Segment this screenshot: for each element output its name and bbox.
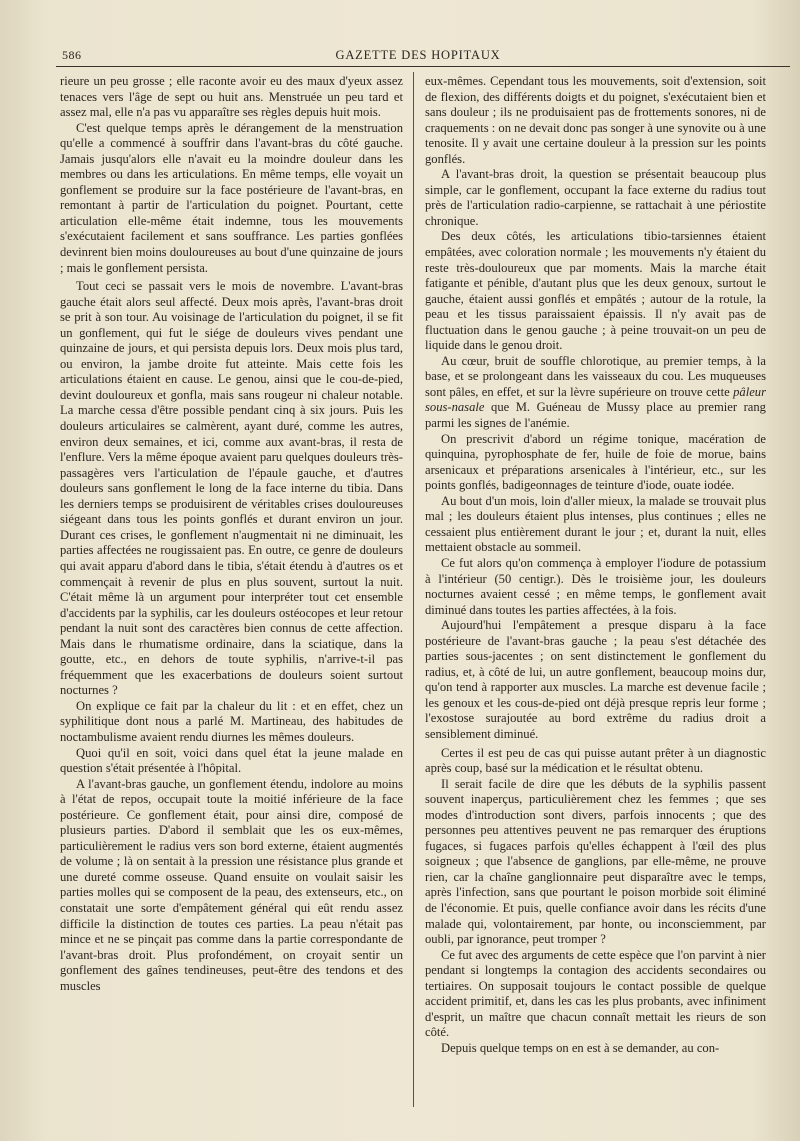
paragraph: eux-mêmes. Cependant tous les mouvements, soit d'extension, soit de flexion, des différents doigts et du poignet, s'exécutaient bien et sans douleur ; ils ne produisaient pas de frottements sonores, ni de craquements : on ne devait donc pas songer à une synovite ou à une tenosite. Il y avait une certaine douleur à la pression sur les points gonflés. [425,74,766,166]
paragraph: On prescrivit d'abord un régime tonique, macération de quinquina, pyrophosphate de fer, huile de foie de morue, bains arsenicaux et préparations arsenicales à l'intérieur, etc., sur les points gonflés, badigeonnages de teinture d'iode, ouate iodée. [425,431,766,493]
paragraph: A l'avant-bras droit, la question se présentait beaucoup plus simple, car le gonflement, occupant la face externe du radius tout près de l'articulation radio-carpienne, se rattachait à une périostite chronique. [425,167,766,228]
paragraph: Des deux côtés, les articulations tibio-tarsiennes étaient empâtées, avec coloration normale ; les mouvements n'y étaient du reste très-douloureux que par moments. Mais la marche était fatigante et pénible, d'autant plus que les deux genoux, surtout le gauche, étaient aussi gonflés et empâtés ; autour de la rotule, la peau et les tissus paraissaient épaissis. Il n'y avait pas de fluctuation dans le genou gauche ; à peine trouvait-on un peu de liquide dans le genou droit. [425,229,766,353]
paragraph: Au bout d'un mois, loin d'aller mieux, la malade se trouvait plus mal ; les douleurs étaient plus intenses, plus continues ; elles ne cessaient plus entièrement durant le jour ; et, durant la nuit, elles mettaient obstacle au sommeil. [425,493,766,555]
journal-title: GAZETTE DES HOPITAUX [335,48,501,62]
paragraph: A l'avant-bras gauche, un gonflement étendu, indolore au moins à l'état de repos, occupait toute la moitié inférieure de la face postérieure. Ce gonflement était, pour ainsi dire, composé de plusieurs parties. D'abord il semblait que les os eux-mêmes, particulièrement le radius vers son bord externe, étaient augmentés de volume ; là on sentait à la pression une résistance plus grande et une dureté comme osseuse. Quand ensuite on voulait saisir les parties molles qui se composent de la peau, des extenseurs, etc., on constatait une sorte d'empâtement général qui eût rendu assez difficile la distinction de toutes ces parties. La peau n'était pas mince et ne se pinçait pas comme dans la partie correspondante de l'avant-bras droit. Plus profondément, on croyait sentir un gonflement des gaînes tendineuses, peut-être des tendons et des muscles [60,776,403,993]
paragraph: rieure un peu grosse ; elle raconte avoir eu des maux d'yeux assez tenaces vers l'âge de sept ou huit ans. Menstruée un peu tard et assez mal, elle n'a pas vu apparaître ses règles depuis huit mois. [60,74,403,120]
italic-term: pâleur sous-nasale [425,384,766,415]
page-header [56,48,780,68]
paragraph-text: Au cœur, bruit de souffle chlorotique, au premier temps, à la base, et se prolongeant dans les vaisseaux du cou. Les muqueuses sont pâles, en effet, et sur la lèvre supérieure on trouve cette [425,353,766,399]
paragraph [425,354,766,432]
paragraph: On explique ce fait par la chaleur du lit : et en effet, chez un syphilitique dont nous a parlé M. Martineau, des habitudes de noctambulisme avaient rendu diurnes les mêmes douleurs. [60,698,403,744]
paragraph: Ce fut alors qu'on commença à employer l'iodure de potassium à l'intérieur (50 centigr.). Dès le troisième jour, les douleurs nocturnes avaient cessé ; en même temps, le gonflement avait diminué dans toutes les parties affectées, à la fois. [425,555,766,617]
header-rule [56,66,790,67]
paragraph: Depuis quelque temps on en est à se demander, au con- [441,1040,720,1055]
paragraph: Quoi qu'il en soit, voici dans quel état la jeune malade en question s'était présentée à l'hôpital. [60,745,403,776]
page-number: 586 [62,48,82,62]
paragraph: Tout ceci se passait vers le mois de novembre. L'avant-bras gauche était alors seul affecté. Deux mois après, l'avant-bras droit se prit à son tour. Au voisinage de l'articulation du poignet, il se fit un gonflement, qui fut le siége de douleurs vives pendant une quinzaine de jours, et qui persista depuis lors. Deux mois plus tard, ou environ, la jambe droite fut atteinte. Mais cette fois les articulations étaient en cause. Le genou, ainsi que le cou-de-pied, devint douloureux et gonfla, mais sans rougeur ni chaleur notable. La marche cessa d'être possible pendant cinq à six jours. Puis les douleurs articulaires se calmèrent, ayant duré, comme les autres, environ deux semaines, et ici, comme aux avant-bras, il resta de l'enflure. Vers la même époque avaient paru quelques douleurs très-passagères vers l'articulation de l'épaule gauche, et d'autres douleurs sans gonflement le long de la face interne du tibia. Dans les derniers temps se produisirent de véritables crises douloureuses siégeant dans tous les points gonflés et durant environ un jour. Durant ces crises, le gonflement n'augmentait ni ne diminuait, les parties affectées ne rougissaient pas. En outre, ce genre de douleurs qui avait apparu d'abord dans le tibia, s'était étendu à d'autres os et commençait à revenir de plus en plus souvent, surtout la nuit. C'était même là un argument pour interpréter tout cet ensemble d'accidents par la syphilis, car les douleurs ostéocopes et leur retour pendant la nuit sont des caractères bien connus de cette affection. Mais dans le rhumatisme ordinaire, dans la sciatique, dans la goutte, etc., en dehors de toute syphilis, n'arrive-t-il pas fréquemment que les exacerbations de douleurs soient surtout nocturnes ? [60,279,403,698]
paragraph: Il serait facile de dire que les débuts de la syphilis passent souvent inaperçus, particulièrement chez les femmes ; que ses modes d'introduction sont divers, parfois innocents ; que des personnes peu attentives peuvent ne pas remarquer des éruptions fugaces, si fugaces parfois qu'elles échappent à l'œil des plus soigneux ; que l'absence de ganglions, par elle-même, ne prouve rien, car la chaîne ganglionnaire peut disparaître avec le temps, après l'infection, sans que pourtant le poison morbide soit éliminé de l'économie. Et puis, quelle confiance avoir dans les récits d'une malade qui, volontairement, par honte, ou inconsciemment, par oubli, par ignorance, peut tromper ? [425,776,766,947]
paragraph: Ce fut avec des arguments de cette espèce que l'on parvint à nier pendant si longtemps la contagion des accidents secondaires ou tertiaires. On supposait toujours le contact possible de quelque accident primitif, et, dans les cas les plus probants, avec infiniment d'esprit, un maître que chacun connaît mettait les rieurs de son côté. [425,947,766,1040]
paragraph-text: que M. Guéneau de Mussy place au premier rang parmi les signes de l'anémie. [425,400,766,431]
column-divider [413,72,414,1107]
paragraph: Aujourd'hui l'empâtement a presque disparu à la face postérieure de l'avant-bras gauche ; la peau s'est détachée des parties sous-jacentes ; on sent distinctement le gonflement du radius, et, à côté de lui, un autre gonflement, beaucoup moins dur, qu'on tend à rapporter aux muscles. La marche est devenue facile ; les genoux et les cous-de-pied ont déjà presque repris leur forme ; l'exostose surajoutée au bord extrême du radius droit a sensiblement diminué. [425,618,766,741]
paragraph: C'est quelque temps après le dérangement de la menstruation qu'elle a commencé à souffrir dans l'avant-bras du côté gauche. Jamais jusqu'alors elle n'avait eu la moindre douleur dans les membres ou dans les articulations. En même temps, elle voyait un gonflement se produire sur la face postérieure de l'avant-bras, en remontant à partir de l'articulation du poignet. Pourtant, cette articulation elle-même était indemne, tous les mouvements s'exécutaient facilement et sans souffrance. Les parties gonflées devinrent bien moins douloureuses au bout d'une quinzaine de jours ; mais le gonflement persista. [60,120,403,275]
left-column [60,74,403,994]
paragraph: Certes il est peu de cas qui puisse autant prêter à un diagnostic après coup, basé sur la médication et le résultat obtenu. [425,745,766,776]
right-column [425,74,766,1056]
